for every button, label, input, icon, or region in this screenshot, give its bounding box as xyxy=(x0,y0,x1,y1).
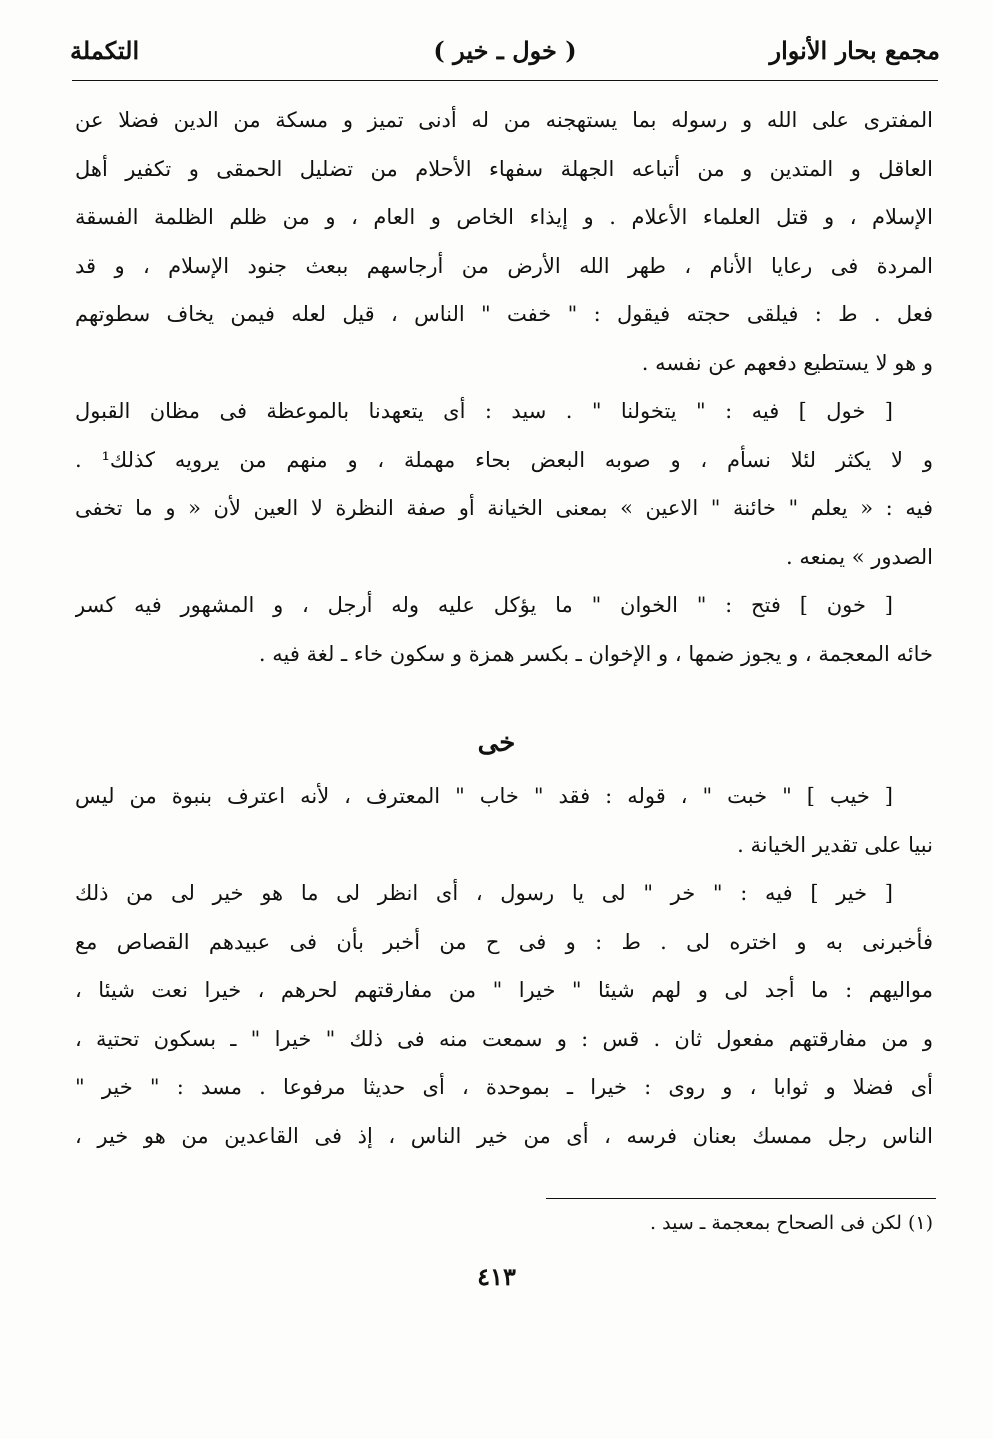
text-line: المردة فى رعايا الأنام ، طهر الله الأرض من أرجاسهم ببعث جنود الإسلام ، و قد xyxy=(75,253,933,278)
header-volume-label: التكملة xyxy=(70,36,140,65)
text-line: فعل . ط : فيلقى حجته فيقول : " خفت " الناس ، قيل لعله فيمن يخاف سطوتهم xyxy=(75,302,933,326)
text-line: و من مفارقتهم مفعول ثان . قس : و سمعت منه فى ذلك " خيرا " ـ بسكون تحتية ، xyxy=(75,1026,933,1051)
entry-khyr-line: [ خير ] فيه : " خر " لى يا رسول ، أى انظر لى ما هو خير لى من ذلك xyxy=(75,881,893,905)
page-number: ٤١٣ xyxy=(477,1262,516,1291)
text-line: مواليهم : ما أجد لى و لهم شيئا " خيرا " من مفارقتهم لحرهم ، خيرا نعت شيئا ، xyxy=(75,978,933,1002)
text-line: و هو لا يستطيع دفعهم عن نفسه . xyxy=(641,350,933,375)
header-divider xyxy=(72,80,938,81)
body-text-block-1 xyxy=(75,96,933,678)
body-text-block-2 xyxy=(75,772,933,1160)
text-line: فأخبرنى به و اختره لى . ط : و فى ح من أخبر بأن فى عبيدهم القصاص مع xyxy=(75,929,933,954)
section-heading: خى xyxy=(477,728,516,758)
text-line: المفترى على الله و رسوله بما يستهجنه من له أدنى تميز و مسكة من الدين فضلا عن xyxy=(75,108,933,132)
header-book-title: مجمع بحار الأنوار xyxy=(769,36,940,65)
footnote: (١) لكن فى الصحاح بمعجمة ـ سيد . xyxy=(650,1212,933,1234)
running-header xyxy=(70,30,940,76)
text-line: فيه : « يعلم " خائنة " الاعين » بمعنى الخيانة أو صفة النظرة لا العين لأن « و ما تخفى xyxy=(75,496,933,520)
text-line: نبيا على تقدير الخيانة . xyxy=(737,832,933,857)
text-line: خائه المعجمة ، و يجوز ضمها ، و الإخوان ـ بكسر همزة و سكون خاء ـ لغة فيه . xyxy=(258,641,933,666)
text-line: الإسلام ، و قتل العلماء الأعلام . و إيذاء الخاص و العام ، و من ظلم الظلمة الفسقة xyxy=(75,205,933,229)
footnote-divider xyxy=(546,1198,936,1199)
entry-khwn-line: [ خون ] فتح : " الخوان " ما يؤكل عليه وله أرجل ، و المشهور فيه كسر xyxy=(75,593,893,617)
text-line: العاقل و المتدين و من أتباعه الجهلة سفهاء الأحلام من تضليل الحمقى و تكفير أهل xyxy=(75,156,933,181)
text-line: أى فضلا و ثوابا ، و روى : خيرا ـ بموحدة ، أى حديثا مرفوعا . مسد : " خير " xyxy=(75,1075,933,1099)
header-entry-range: ( خول ـ خير ) xyxy=(433,36,577,65)
text-line: و لا يكثر لئلا نسأم ، و صوبه البعض بحاء مهملة ، و منهم من يرويه كذلك¹ . xyxy=(75,447,933,472)
text-line: الناس رجل ممسك بعنان فرسه ، أى من خير الناس ، إذ فى القاعدين من هو خير ، xyxy=(75,1123,933,1148)
entry-khyb-line: [ خيب ] " خبت " ، قوله : فقد " خاب " المعترف ، لأنه اعترف بنبوة من ليس xyxy=(75,784,893,808)
entry-khwl-line: [ خول ] فيه : " يتخولنا " . سيد : أى يتعهدنا بالموعظة فى مظان القبول xyxy=(75,399,893,423)
text-line: الصدور » يمنعه . xyxy=(785,544,933,569)
